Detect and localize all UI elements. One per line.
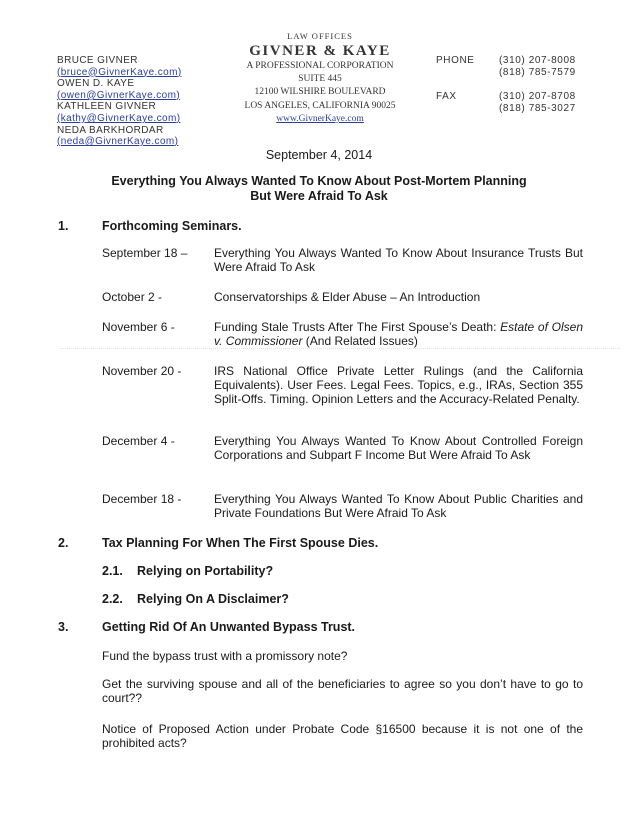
firm-corporation: A PROFESSIONAL CORPORATION xyxy=(246,61,394,71)
document-title xyxy=(0,174,638,204)
seminar-date: October 2 - xyxy=(102,290,163,304)
seminar-date: December 18 - xyxy=(102,492,182,506)
section-title: Forthcoming Seminars. xyxy=(102,219,242,233)
firm-name: GIVNER & KAYE xyxy=(249,43,391,59)
seminar-date: December 4 - xyxy=(102,434,175,448)
subsection-title: Relying On A Disclaimer? xyxy=(137,592,289,606)
seminar-topic: Conservatorships & Elder Abuse – An Introduction xyxy=(214,290,481,304)
section-title: Getting Rid Of An Unwanted Bypass Trust. xyxy=(102,620,356,634)
contact-block xyxy=(436,55,596,115)
attorney-email-link[interactable]: ( bruce@GivnerKaye.com ) xyxy=(57,67,182,78)
seminar-topic: Everything You Always Wanted To Know About Public Charities and Private Foundations But Were Afraid To Ask xyxy=(214,492,583,521)
firm-website-link[interactable]: www.GivnerKaye.com xyxy=(276,113,364,124)
seminar-topic: Everything You Always Wanted To Know About Insurance Trusts But Were Afraid To Ask xyxy=(214,246,583,275)
seminar-topic-text: (And Related Issues) xyxy=(302,334,418,349)
firm-city: LOS ANGELES, CALIFORNIA 90025 xyxy=(244,100,396,111)
firm-block xyxy=(215,31,425,126)
section-number: 2. xyxy=(58,536,69,550)
firm-street: 12100 WILSHIRE BOULEVARD xyxy=(254,87,386,98)
seminar-topic: IRS National Office Private Letter Rulings (and the California Equivalents). User Fees. Legal Fees. Topics, e.g., IRAs, Section 355 Split-Offs. Timing. Opinion Letters and the Accuracy-Related Penalty. xyxy=(214,364,583,407)
phone-number: (310) 207-8008 xyxy=(499,55,576,66)
case-citation: Estate of Olsen v. Commissioner xyxy=(214,320,583,349)
document-date: September 4, 2014 xyxy=(265,148,373,162)
firm-suite: SUITE 445 xyxy=(298,74,342,85)
fax-label: FAX xyxy=(436,91,457,102)
body-paragraph: Notice of Proposed Action under Probate Code §16500 because it is not one of the prohibited acts? xyxy=(102,722,583,751)
fax-number: (310) 207-8708 xyxy=(499,91,576,102)
body-paragraph: Get the surviving spouse and all of the beneficiaries to agree so you don’t have to go to court?? xyxy=(102,677,583,706)
seminar-topic xyxy=(214,320,583,348)
title-line: But Were Afraid To Ask xyxy=(250,189,388,203)
law-offices-label: LAW OFFICES xyxy=(287,31,353,41)
attorney-email-link[interactable]: ( owen@GivnerKaye.com ) xyxy=(57,90,180,101)
attorney-email-link[interactable]: ( kathy@GivnerKaye.com ) xyxy=(57,113,180,124)
section-number: 1. xyxy=(58,219,69,233)
seminar-topic: Everything You Always Wanted To Know About Controlled Foreign Corporations and Subpart F Income But Were Afraid To Ask xyxy=(214,434,583,463)
section-number: 3. xyxy=(58,620,69,634)
subsection-number: 2.1. xyxy=(102,564,123,578)
phone-label: PHONE xyxy=(436,55,475,66)
body-paragraph: Fund the bypass trust with a promissory note? xyxy=(102,649,348,663)
seminar-topic-text: Funding Stale Trusts After The First Spouse’s Death: xyxy=(214,320,501,334)
scan-rule xyxy=(60,348,620,349)
attorney-name: NEDA BARKHORDAR xyxy=(57,124,164,136)
attorney-name: OWEN D. KAYE xyxy=(57,78,135,90)
section-title: Tax Planning For When The First Spouse Dies. xyxy=(102,536,379,550)
subsection-title: Relying on Portability? xyxy=(137,564,274,578)
attorney-name: BRUCE GIVNER xyxy=(57,55,138,66)
seminar-date: September 18 – xyxy=(102,246,188,260)
phone-number: (818) 785-7579 xyxy=(499,67,576,78)
fax-number: (818) 785-3027 xyxy=(499,103,576,114)
attorney-email-link[interactable]: ( neda@GivnerKaye.com ) xyxy=(57,136,178,147)
attorney-name: KATHLEEN GIVNER xyxy=(57,101,157,113)
seminar-date: November 6 - xyxy=(102,320,175,334)
subsection-number: 2.2. xyxy=(102,592,123,606)
title-line: Everything You Always Wanted To Know About Post-Mortem Planning xyxy=(111,174,527,188)
seminar-date: November 20 - xyxy=(102,364,182,378)
attorney-list xyxy=(57,55,182,148)
